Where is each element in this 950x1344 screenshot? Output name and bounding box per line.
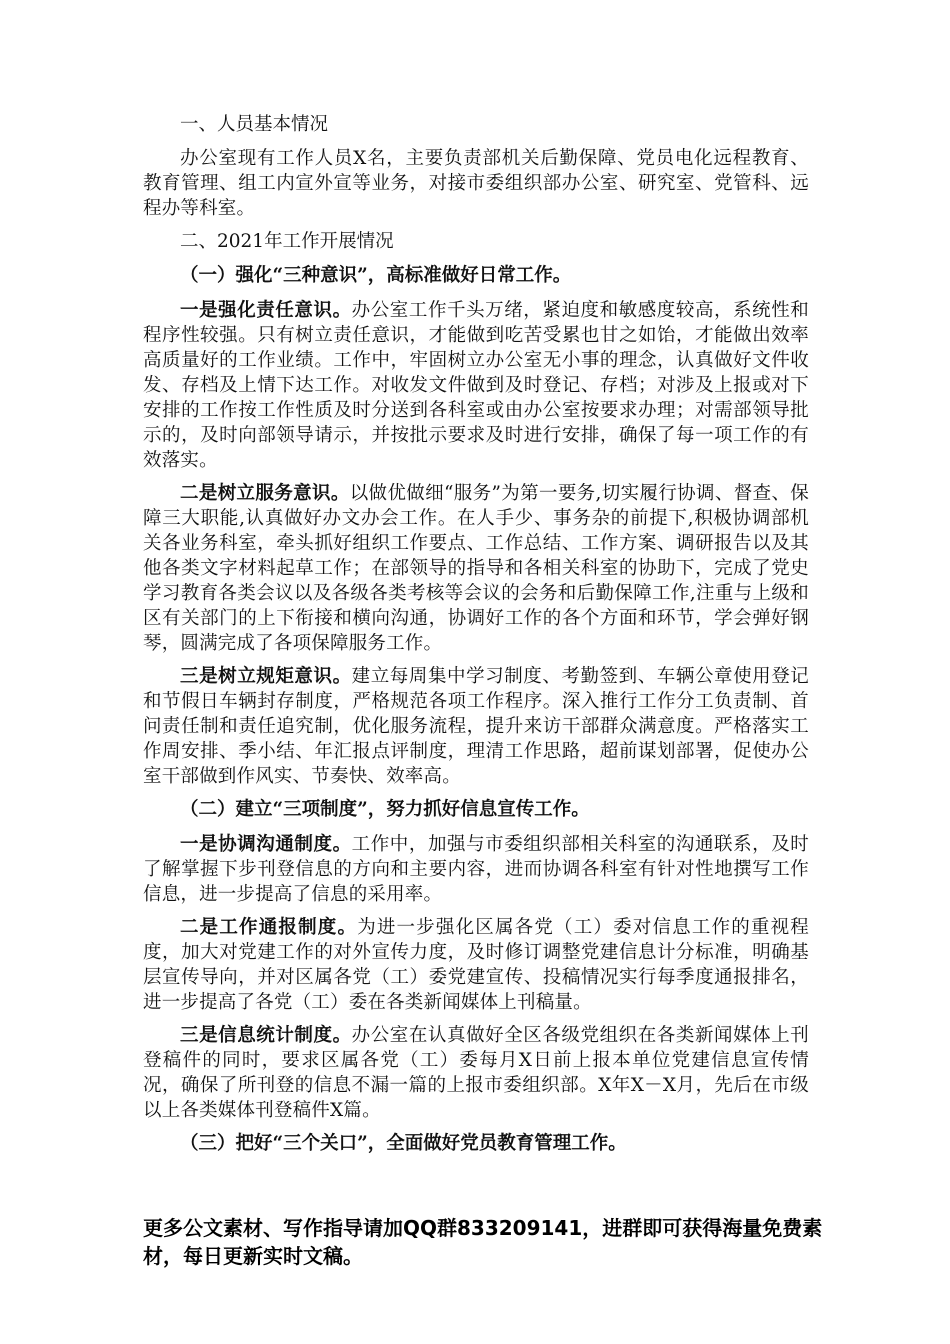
part-1-item-3 xyxy=(143,664,809,789)
part-1-item-3-text: 建立每周集中学习制度、考勤签到、车辆公章使用登记和节假日车辆封存制度，严格规范各项工作程序。深入推行工作分工负责制、首问责任制和责任追究制，优化服务流程，提升来访干部群众满意度。严格落实工作周安排、季小结、年汇报点评制度，理清工作思路，超前谋划部署，促使办公室干部做到作风实、节奏快、效率高。 xyxy=(143,666,809,787)
part-2-title: （二）建立“三项制度”，努力抓好信息宣传工作。 xyxy=(180,799,590,820)
part-3-title: （三）把好“三个关口”，全面做好党员教育管理工作。 xyxy=(180,1133,627,1154)
part-2-item-1-lead: 一是协调沟通制度。 xyxy=(180,834,352,855)
part-2-item-3-lead: 三是信息统计制度。 xyxy=(180,1025,352,1046)
part-1-item-1 xyxy=(143,298,809,473)
section-1-heading: 一、人员基本情况 xyxy=(180,114,329,135)
part-1-item-3-lead: 三是树立规矩意识。 xyxy=(180,666,352,687)
section-1-paragraph: 办公室现有工作人员X名，主要负责部机关后勤保障、党员电化远程教育、教育管理、组工内宣外宣等业务，对接市委组织部办公室、研究室、党管科、远程办等科室。 xyxy=(143,148,809,219)
section-2-heading: 二、2021年工作开展情况 xyxy=(180,231,394,252)
part-1-item-2 xyxy=(143,481,809,656)
promo-footer: 更多公文素材、写作指导请加QQ群833209141，进群即可获得海量免费素材，每日更新实时文稿。 xyxy=(143,1216,823,1268)
document-body xyxy=(143,112,809,1166)
part-1-title: （一）强化“三种意识”，高标准做好日常工作。 xyxy=(180,265,572,286)
part-1-item-2-text: 以做优做细“服务”为第一要务,切实履行协调、督查、保障三大职能,认真做好办文办会工作。在人手少、事务杂的前提下,积极协调部机关各业务科室，牵头抓好组织工作要点、工作总结、工作方案、调研报告以及其他各类文字材料起草工作；在部领导的指导和各相关科室的协助下，完成了党史学习教育各类会议以及各级各类考核等会议的会务和后勤保障工作,注重与上级和区有关部门的上下衔接和横向沟通，协调好工作的各个方面和环节，学会弹好钢琴，圆满完成了各项保障服务工作。 xyxy=(143,483,809,654)
part-2-item-1 xyxy=(143,832,809,907)
part-1-item-1-lead: 一是强化责任意识。 xyxy=(180,300,352,321)
part-1-item-1-text: 办公室工作千头万绪，紧迫度和敏感度较高，系统性和程序性较强。只有树立责任意识，才能做到吃苦受累也甘之如饴，才能做出效率高质量好的工作业绩。工作中，牢固树立办公室无小事的理念，认真做好文件收发、存档及上情下达工作。对收发文件做到及时登记、存档；对涉及上报或对下安排的工作按工作性质及时分送到各科室或由办公室按要求办理；对需部领导批示的，及时向部领导请示，并按批示要求及时进行安排，确保了每一项工作的有效落实。 xyxy=(143,300,809,471)
part-2-item-3-text: 办公室在认真做好全区各级党组织在各类新闻媒体上刊登稿件的同时，要求区属各党（工）委每月X日前上报本单位党建信息宣传情况，确保了所刊登的信息不漏一篇的上报市委组织部。X年X－X月，先后在市级以上各类媒体刊登稿件X篇。 xyxy=(143,1025,809,1121)
part-1-item-2-lead: 二是树立服务意识。 xyxy=(180,483,350,504)
part-2-item-1-text: 工作中，加强与市委组织部相关科室的沟通联系，及时了解掌握下步刊登信息的方向和主要内容，进而协调各科室有针对性地撰写工作信息，进一步提高了信息的采用率。 xyxy=(143,834,809,905)
part-2-item-2 xyxy=(143,915,809,1015)
part-2-item-3 xyxy=(143,1023,809,1123)
part-2-item-2-text: 为进一步强化区属各党（工）委对信息工作的重视程度，加大对党建工作的对外宣传力度，及时修订调整党建信息计分标准，明确基层宣传导向，并对区属各党（工）委党建宣传、投稿情况实行每季度通报排名，进一步提高了各党（工）委在各类新闻媒体上刊稿量。 xyxy=(143,917,809,1013)
part-2-item-2-lead: 二是工作通报制度。 xyxy=(180,917,358,938)
